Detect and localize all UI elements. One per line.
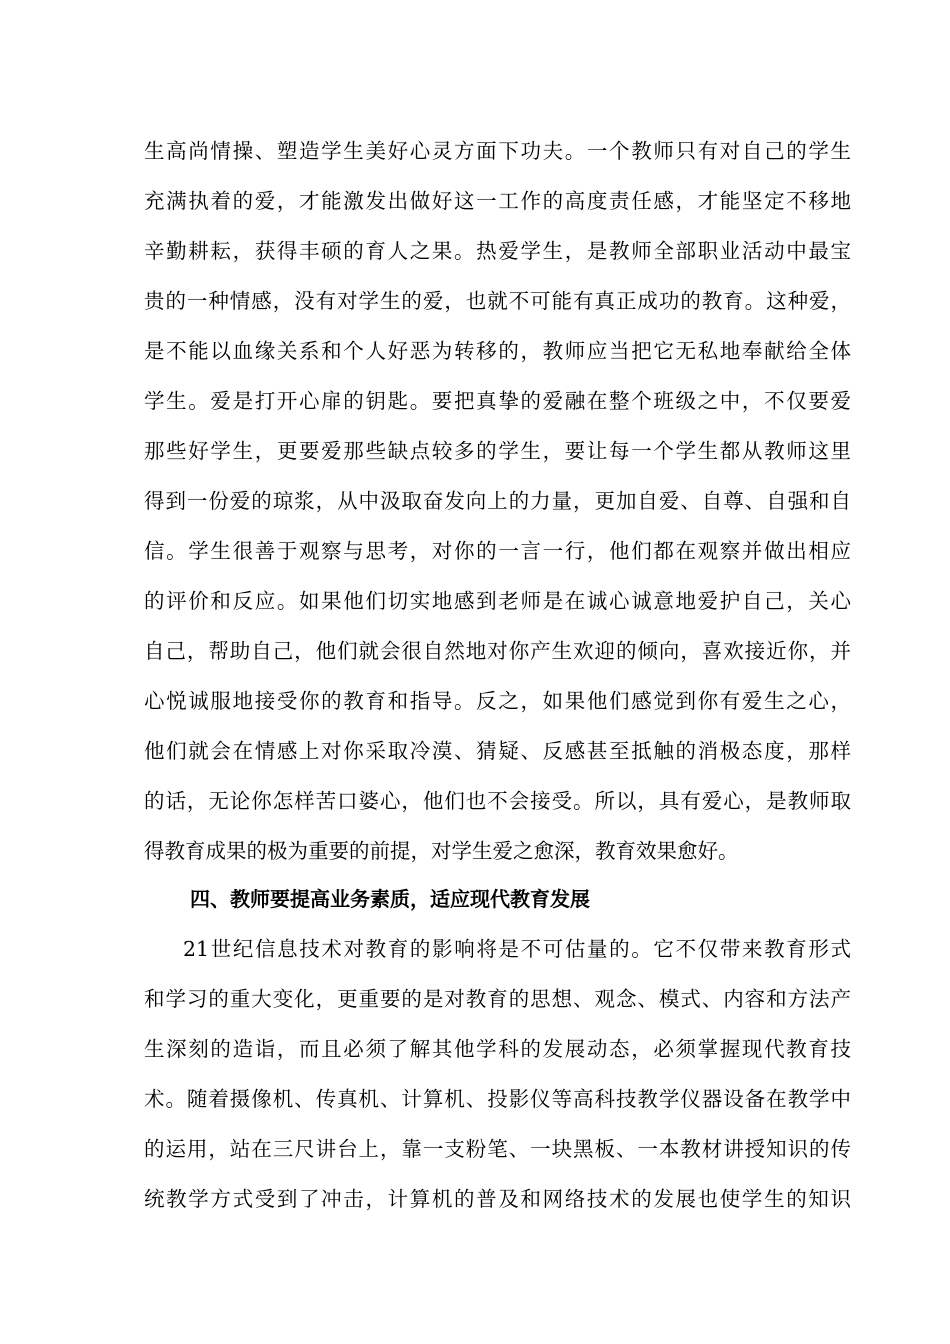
body-text-line: 术。随着摄像机、传真机、计算机、投影仪等高科技教学仪器设备在教学中 [144,1087,851,1111]
body-text-line: 自己，帮助自己，他们就会很自然地对你产生欢迎的倾向，喜欢接近你，并 [144,639,851,663]
section-heading: 四、教师要提高业务素质，适应现代教育发展 [190,887,590,911]
body-text-line: 他们就会在情感上对你采取冷漠、猜疑、反感甚至抵触的消极态度，那样 [144,739,851,763]
body-text-line: 贵的一种情感，没有对学生的爱，也就不可能有真正成功的教育。这种爱， [144,289,851,313]
body-text-line: 生高尚情操、塑造学生美好心灵方面下功夫。一个教师只有对自己的学生 [144,139,851,163]
body-text-line: 那些好学生，更要爱那些缺点较多的学生，要让每一个学生都从教师这里 [144,439,851,463]
body-text-line: 的运用，站在三尺讲台上，靠一支粉笔、一块黑板、一本教材讲授知识的传 [144,1137,851,1161]
body-text-line: 充满执着的爱，才能激发出做好这一工作的高度责任感，才能坚定不移地 [144,189,851,213]
body-text-line: 学生。爱是打开心扉的钥匙。要把真挚的爱融在整个班级之中，不仅要爱 [144,389,851,413]
body-text-line: 得到一份爱的琼浆，从中汲取奋发向上的力量，更加自爱、自尊、自强和自 [144,489,851,513]
body-text-line: 辛勤耕耘，获得丰硕的育人之果。热爱学生，是教师全部职业活动中最宝 [144,239,851,263]
body-text-line: 信。学生很善于观察与思考，对你的一言一行，他们都在观察并做出相应 [144,539,851,563]
body-text-line: 是不能以血缘关系和个人好恶为转移的，教师应当把它无私地奉献给全体 [144,339,851,363]
body-text-line: 生深刻的造诣，而且必须了解其他学科的发展动态，必须掌握现代教育技 [144,1037,851,1061]
body-text-line: 21世纪信息技术对教育的影响将是不可估量的。它不仅带来教育形式 [183,937,851,961]
body-text-line: 的评价和反应。如果他们切实地感到老师是在诚心诚意地爱护自己，关心 [144,589,851,613]
body-text-line: 得教育成果的极为重要的前提，对学生爱之愈深，教育效果愈好。 [144,839,739,863]
body-text-line: 统教学方式受到了冲击，计算机的普及和网络技术的发展也使学生的知识 [144,1187,851,1211]
body-text-line: 心悦诚服地接受你的教育和指导。反之，如果他们感觉到你有爱生之心， [144,689,851,713]
body-text-line: 和学习的重大变化，更重要的是对教育的思想、观念、模式、内容和方法产 [144,987,851,1011]
body-text-line: 的话，无论你怎样苦口婆心，他们也不会接受。所以，具有爱心，是教师取 [144,789,851,813]
